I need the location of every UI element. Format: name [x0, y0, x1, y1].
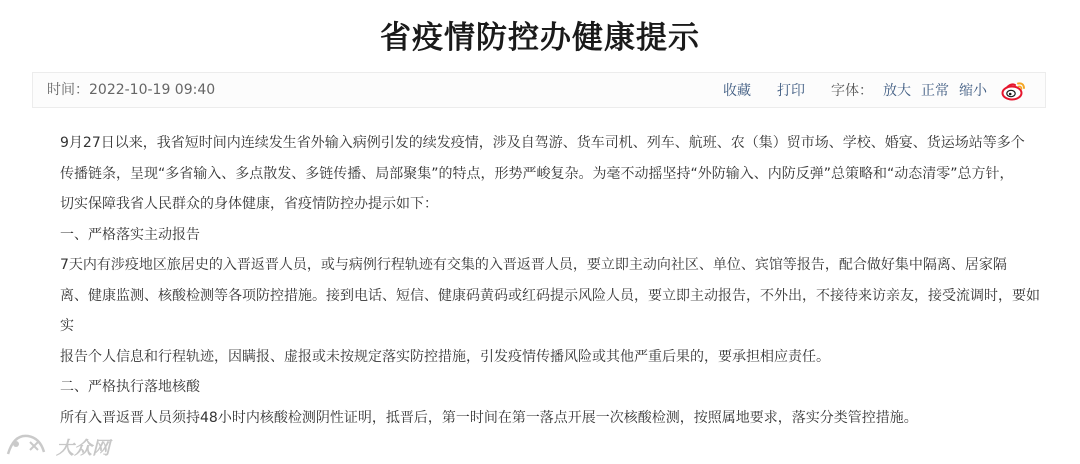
source-watermark — [4, 428, 144, 462]
paragraph-line: 7天内有涉疫地区旅居史的入晋返晋人员，或与病例行程轨迹有交集的入晋返晋人员，要立即主动向社区、单位、宾馆等报告，配合做好集中隔离、居家隔 — [60, 257, 1007, 273]
publish-time: 时间：2022-10-19 09:40 — [47, 82, 216, 98]
paragraph-line: 传播链条，呈现“多省输入、多点散发、多链传播、局部聚集”的特点，形势严峻复杂。为毫不动摇坚持“外防输入、内防反弹”总策略和“动态清零”总方针， — [60, 165, 1014, 182]
section-heading: 一、严格落实主动报告 — [60, 226, 200, 243]
paragraph-line: 9月27日以来，我省短时间内连续发生省外输入病例引发的续发疫情，涉及自驾游、货车司机、列车、航班、农（集）贸市场、学校、婚宴、货运场站等多个 — [60, 135, 1025, 151]
font-size-label: 字体： — [831, 83, 873, 99]
print-button[interactable]: 打印 — [777, 83, 805, 99]
favorite-button[interactable]: 收藏 — [723, 83, 751, 99]
page-title: 省疫情防控办健康提示 — [380, 20, 700, 56]
font-normal-button[interactable]: 正常 — [921, 83, 949, 99]
font-shrink-button[interactable]: 缩小 — [959, 83, 987, 99]
section-heading: 二、严格执行落地核酸 — [60, 379, 200, 395]
paragraph-line: 所有入晋返晋人员须持48小时内核酸检测阴性证明，抵晋后，第一时间在第一落点开展一次核酸检测，按照属地要求，落实分类管控措施。 — [60, 409, 918, 426]
watermark-text: 大众网 — [56, 438, 110, 459]
paragraph-line: 离、健康监测、核酸检测等各项防控措施。接到电话、短信、健康码黄码或红码提示风险人员，要立即主动报告，不外出，不接待来访亲友，接受流调时，要如实 — [60, 287, 1040, 334]
paragraph-line: 报告个人信息和行程轨迹，因瞒报、虚报或未按规定落实防控措施，引发疫情传播风险或其他严重后果的，要承担相应责任。 — [60, 348, 830, 365]
paragraph-line: 切实保障我省人民群众的身体健康，省疫情防控办提示如下： — [60, 196, 438, 212]
font-enlarge-button[interactable]: 放大 — [883, 83, 911, 99]
watermark-logo-icon — [4, 428, 54, 460]
article-meta-bar — [32, 72, 1046, 108]
article-toolbar — [723, 73, 1027, 107]
weibo-icon[interactable] — [1001, 79, 1027, 101]
article-body — [60, 128, 1045, 433]
